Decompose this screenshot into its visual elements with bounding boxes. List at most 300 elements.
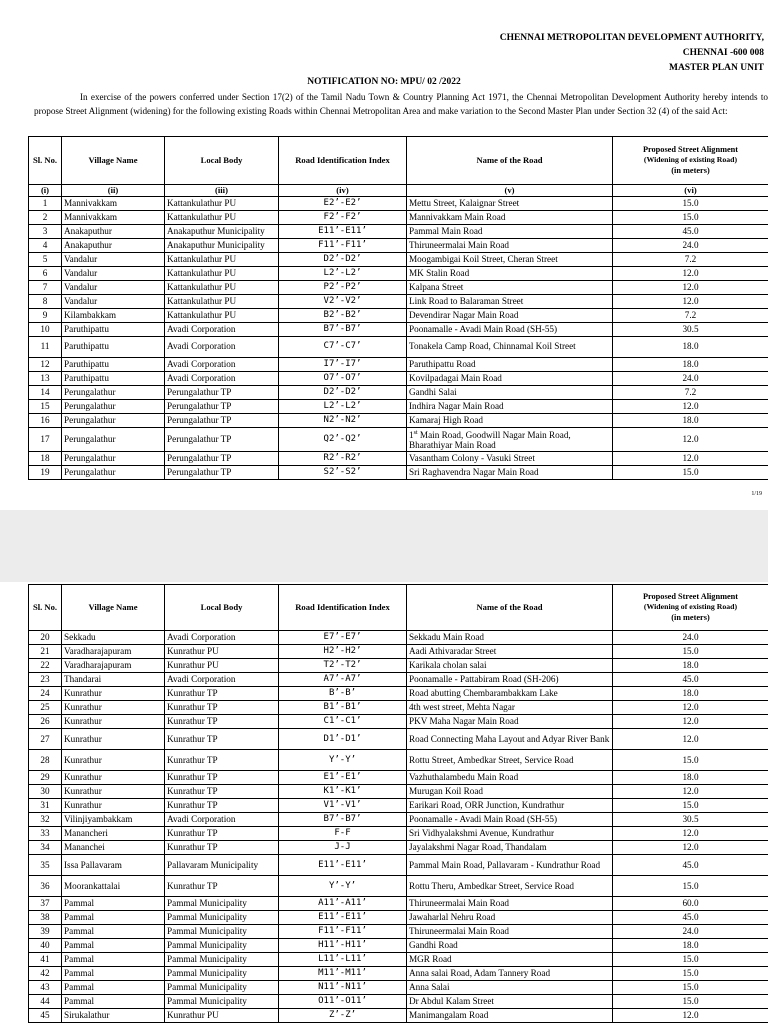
road-id-cell: B7’-B7’ <box>279 813 407 827</box>
col-road-name: Name of the Road <box>407 585 613 631</box>
road-name-cell: Rottu Street, Ambedkar Street, Service Road <box>407 750 613 771</box>
width-cell: 15.0 <box>613 196 768 210</box>
village-cell: Kunrathur <box>62 785 165 799</box>
sl-cell: 13 <box>29 371 62 385</box>
local-body-cell: Kattankulathur PU <box>165 280 279 294</box>
village-cell: Varadharajapuram <box>62 659 165 673</box>
road-name-cell: Thiruneermalai Main Road <box>407 238 613 252</box>
road-sup: st <box>413 429 418 436</box>
table-header-row <box>29 585 768 631</box>
roman-cell: (vi) <box>613 185 768 197</box>
road-id-cell: Q2’-Q2’ <box>279 427 407 451</box>
local-body-cell: Kunrathur TP <box>165 785 279 799</box>
local-body-cell: Perungalathur TP <box>165 451 279 465</box>
table-row <box>29 308 768 322</box>
road-name-cell: Poonamalle - Avadi Main Road (SH-55) <box>407 813 613 827</box>
table-row <box>29 785 768 799</box>
sl-cell: 26 <box>29 715 62 729</box>
road-id-cell: S2’-S2’ <box>279 465 407 479</box>
road-id-cell: F-F <box>279 827 407 841</box>
table-row <box>29 252 768 266</box>
road-id-cell: B’-B’ <box>279 687 407 701</box>
road-id-cell: C7’-C7’ <box>279 336 407 357</box>
width-cell: 30.5 <box>613 813 768 827</box>
col-proposed-width <box>613 137 768 185</box>
table-row <box>29 897 768 911</box>
sl-cell: 17 <box>29 427 62 451</box>
road-name-cell: Karikala cholan salai <box>407 659 613 673</box>
header-city: CHENNAI -600 008 <box>682 48 764 58</box>
local-body-cell: Kunrathur TP <box>165 715 279 729</box>
road-name-cell: Earikari Road, ORR Junction, Kundrathur <box>407 799 613 813</box>
road-id-cell: H2’-H2’ <box>279 645 407 659</box>
sl-cell: 23 <box>29 673 62 687</box>
local-body-cell: Kattankulathur PU <box>165 294 279 308</box>
width-cell: 12.0 <box>613 399 768 413</box>
road-id-cell: T2’-T2’ <box>279 659 407 673</box>
col-width-line1: Proposed Street Alignment <box>642 591 739 601</box>
village-cell: Pammal <box>62 939 165 953</box>
col-village-name: Village Name <box>62 137 165 185</box>
village-cell: Pammal <box>62 953 165 967</box>
village-cell: Paruthipattu <box>62 322 165 336</box>
table-row <box>29 827 768 841</box>
road-name-cell <box>407 427 613 451</box>
road-id-cell: B1’-B1’ <box>279 701 407 715</box>
table-row <box>29 855 768 876</box>
road-id-cell: A11’-A11’ <box>279 897 407 911</box>
width-cell: 12.0 <box>613 294 768 308</box>
width-cell: 12.0 <box>613 451 768 465</box>
width-cell: 45.0 <box>613 911 768 925</box>
width-cell: 24.0 <box>613 238 768 252</box>
table-row <box>29 210 768 224</box>
village-cell: Kilambakkam <box>62 308 165 322</box>
village-cell: Pammal <box>62 995 165 1009</box>
village-cell: Kunrathur <box>62 729 165 750</box>
header-unit: MASTER PLAN UNIT <box>668 63 764 73</box>
road-id-cell: D2’-D2’ <box>279 385 407 399</box>
width-cell: 18.0 <box>613 687 768 701</box>
road-id-cell: F11’-F11’ <box>279 925 407 939</box>
table-row <box>29 336 768 357</box>
sl-cell: 32 <box>29 813 62 827</box>
local-body-cell: Kunrathur PU <box>165 659 279 673</box>
road-id-cell: A7’-A7’ <box>279 673 407 687</box>
road-id-cell: B7’-B7’ <box>279 322 407 336</box>
width-cell: 15.0 <box>613 799 768 813</box>
width-cell: 18.0 <box>613 771 768 785</box>
sl-cell: 21 <box>29 645 62 659</box>
village-cell: Vandalur <box>62 266 165 280</box>
sl-cell: 11 <box>29 336 62 357</box>
road-name-cell: MGR Road <box>407 953 613 967</box>
sl-cell: 10 <box>29 322 62 336</box>
village-cell: Perungalathur <box>62 465 165 479</box>
local-body-cell: Kunrathur TP <box>165 687 279 701</box>
sl-cell: 22 <box>29 659 62 673</box>
page-gap <box>0 510 768 582</box>
local-body-cell: Avadi Corporation <box>165 673 279 687</box>
document-page-1 <box>0 0 768 510</box>
table-row <box>29 451 768 465</box>
local-body-cell: Kunrathur TP <box>165 841 279 855</box>
table-row <box>29 631 768 645</box>
sl-cell: 4 <box>29 238 62 252</box>
local-body-cell: Pammal Municipality <box>165 897 279 911</box>
col-width-line2: (Widening of existing Road) <box>643 155 738 165</box>
table-row <box>29 939 768 953</box>
village-cell: Perungalathur <box>62 385 165 399</box>
local-body-cell: Perungalathur TP <box>165 427 279 451</box>
village-cell: Mannivakkam <box>62 210 165 224</box>
table-row <box>29 427 768 451</box>
road-name-cell: Vazhuthalambedu Main Road <box>407 771 613 785</box>
village-cell: Kunrathur <box>62 750 165 771</box>
sl-cell: 27 <box>29 729 62 750</box>
table-header-row <box>29 137 768 185</box>
col-road-id-index: Road Identification Index <box>279 585 407 631</box>
table-row <box>29 715 768 729</box>
width-cell: 12.0 <box>613 280 768 294</box>
sl-cell: 8 <box>29 294 62 308</box>
width-cell: 45.0 <box>613 224 768 238</box>
width-cell: 15.0 <box>613 953 768 967</box>
sl-cell: 40 <box>29 939 62 953</box>
sl-cell: 42 <box>29 967 62 981</box>
local-body-cell: Pammal Municipality <box>165 995 279 1009</box>
width-cell: 15.0 <box>613 465 768 479</box>
local-body-cell: Kattankulathur PU <box>165 308 279 322</box>
roman-numeral-row <box>29 185 768 197</box>
road-id-cell: E1’-E1’ <box>279 771 407 785</box>
road-id-cell: B2’-B2’ <box>279 308 407 322</box>
road-name-cell: Road abutting Chembarambakkam Lake <box>407 687 613 701</box>
road-id-cell: E7’-E7’ <box>279 631 407 645</box>
road-name-cell: Mettu Street, Kalaignar Street <box>407 196 613 210</box>
village-cell: Mananchei <box>62 841 165 855</box>
table-row <box>29 967 768 981</box>
road-id-cell: J-J <box>279 841 407 855</box>
local-body-cell: Anakaputhur Municipality <box>165 224 279 238</box>
road-id-cell: Y’-Y’ <box>279 876 407 897</box>
sl-cell: 6 <box>29 266 62 280</box>
village-cell: Pammal <box>62 897 165 911</box>
width-cell: 12.0 <box>613 701 768 715</box>
sl-cell: 1 <box>29 196 62 210</box>
table-row <box>29 687 768 701</box>
width-cell: 12.0 <box>613 427 768 451</box>
table-row <box>29 813 768 827</box>
sl-cell: 43 <box>29 981 62 995</box>
col-proposed-width <box>613 585 768 631</box>
road-id-cell: E11’-E11’ <box>279 855 407 876</box>
sl-cell: 33 <box>29 827 62 841</box>
village-cell: Vilinjiyambakkam <box>62 813 165 827</box>
village-cell: Perungalathur <box>62 413 165 427</box>
roman-cell: (ii) <box>62 185 165 197</box>
local-body-cell: Avadi Corporation <box>165 322 279 336</box>
road-name-cell: Dr Abdul Kalam Street <box>407 995 613 1009</box>
road-id-cell: R2’-R2’ <box>279 451 407 465</box>
village-cell: Kunrathur <box>62 701 165 715</box>
road-name-cell: Thiruneermalai Main Road <box>407 925 613 939</box>
local-body-cell: Perungalathur TP <box>165 399 279 413</box>
road-name-cell: Kovilpadagai Main Road <box>407 371 613 385</box>
col-sl-no: Sl. No. <box>29 585 62 631</box>
village-cell: Perungalathur <box>62 399 165 413</box>
road-table-page-2 <box>28 584 768 1023</box>
intro-paragraph: In exercise of the powers conferred under Section 17(2) of the Tamil Nadu Town & Country Planning Act 1971, the Chennai Metropolitan Development Authority hereby intends to propose Street Alignment (widening) for the following existing Roads within Chennai Metropolitan Area and make variation to the Second Master Plan under Section 32 (4) of the said Act: <box>34 92 768 116</box>
village-cell: Moorankattalai <box>62 876 165 897</box>
table-row <box>29 322 768 336</box>
col-road-id-index: Road Identification Index <box>279 137 407 185</box>
local-body-cell: Kunrathur TP <box>165 827 279 841</box>
local-body-cell: Kattankulathur PU <box>165 266 279 280</box>
sl-cell: 45 <box>29 1009 62 1023</box>
width-cell: 7.2 <box>613 308 768 322</box>
village-cell: Kunrathur <box>62 771 165 785</box>
width-cell: 15.0 <box>613 967 768 981</box>
sl-cell: 7 <box>29 280 62 294</box>
table-row <box>29 196 768 210</box>
local-body-cell: Kunrathur PU <box>165 645 279 659</box>
col-width-line3: (in meters) <box>671 165 710 175</box>
road-name-cell: Thiruneermalai Main Road <box>407 897 613 911</box>
local-body-cell: Kattankulathur PU <box>165 252 279 266</box>
road-name-cell: Poonamalle - Pattabiram Road (SH-206) <box>407 673 613 687</box>
road-name-cell: Manimangalam Road <box>407 1009 613 1023</box>
local-body-cell: Kunrathur TP <box>165 701 279 715</box>
table-row <box>29 280 768 294</box>
table-row <box>29 399 768 413</box>
sl-cell: 41 <box>29 953 62 967</box>
sl-cell: 37 <box>29 897 62 911</box>
table-row <box>29 981 768 995</box>
road-name-cell: Rottu Theru, Ambedkar Street, Service Road <box>407 876 613 897</box>
road-id-cell: F2’-F2’ <box>279 210 407 224</box>
village-cell: Pammal <box>62 981 165 995</box>
header-org: CHENNAI METROPOLITAN DEVELOPMENT AUTHORITY, <box>499 33 764 43</box>
sl-cell: 20 <box>29 631 62 645</box>
local-body-cell: Pammal Municipality <box>165 953 279 967</box>
table-row <box>29 876 768 897</box>
road-id-cell: N2’-N2’ <box>279 413 407 427</box>
sl-cell: 14 <box>29 385 62 399</box>
table-row <box>29 659 768 673</box>
road-name-cell: PKV Maha Nagar Main Road <box>407 715 613 729</box>
village-cell: Issa Pallavaram <box>62 855 165 876</box>
document-page-2 <box>0 582 768 1024</box>
road-name-cell: Tonakela Camp Road, Chinnamal Koil Street <box>407 336 613 357</box>
road-id-cell: O11’-O11’ <box>279 995 407 1009</box>
road-name-cell: Aadi Athivaradar Street <box>407 645 613 659</box>
road-name-cell: Mannivakkam Main Road <box>407 210 613 224</box>
road-id-cell: O7’-O7’ <box>279 371 407 385</box>
local-body-cell: Pammal Municipality <box>165 939 279 953</box>
local-body-cell: Perungalathur TP <box>165 385 279 399</box>
village-cell: Kunrathur <box>62 715 165 729</box>
road-id-cell: L11’-L11’ <box>279 953 407 967</box>
road-name-cell: Devendirar Nagar Main Road <box>407 308 613 322</box>
width-cell: 18.0 <box>613 659 768 673</box>
roman-cell: (iii) <box>165 185 279 197</box>
table-row <box>29 729 768 750</box>
village-cell: Pammal <box>62 925 165 939</box>
road-name-cell: Moogambigai Koil Street, Cheran Street <box>407 252 613 266</box>
village-cell: Varadharajapuram <box>62 645 165 659</box>
sl-cell: 15 <box>29 399 62 413</box>
local-body-cell: Avadi Corporation <box>165 813 279 827</box>
col-width-line2: (Widening of existing Road) <box>643 602 738 612</box>
village-cell: Sirukalathur <box>62 1009 165 1023</box>
local-body-cell: Anakaputhur Municipality <box>165 238 279 252</box>
header-block <box>500 31 764 76</box>
local-body-cell: Perungalathur TP <box>165 413 279 427</box>
village-cell: Paruthipattu <box>62 371 165 385</box>
table-row <box>29 357 768 371</box>
village-cell: Pammal <box>62 911 165 925</box>
page-number: 1/19 <box>751 491 762 497</box>
road-name-cell: Kalpana Street <box>407 280 613 294</box>
road-id-cell: Y’-Y’ <box>279 750 407 771</box>
sl-cell: 34 <box>29 841 62 855</box>
village-cell: Kunrathur <box>62 799 165 813</box>
road-name-cell: Vasantham Colony - Vasuki Street <box>407 451 613 465</box>
sl-cell: 18 <box>29 451 62 465</box>
local-body-cell: Pammal Municipality <box>165 981 279 995</box>
width-cell: 12.0 <box>613 827 768 841</box>
width-cell: 7.2 <box>613 385 768 399</box>
road-name-cell: Gandhi Salai <box>407 385 613 399</box>
road-id-cell: E11’-E11’ <box>279 224 407 238</box>
road-name-cell: Anna Salai <box>407 981 613 995</box>
width-cell: 12.0 <box>613 729 768 750</box>
road-id-cell: V2’-V2’ <box>279 294 407 308</box>
local-body-cell: Kunrathur TP <box>165 799 279 813</box>
local-body-cell: Avadi Corporation <box>165 357 279 371</box>
village-cell: Vandalur <box>62 252 165 266</box>
road-name-cell: Sekkadu Main Road <box>407 631 613 645</box>
sl-cell: 31 <box>29 799 62 813</box>
table-row <box>29 953 768 967</box>
road-id-cell: C1’-C1’ <box>279 715 407 729</box>
road-text: Main Road, Goodwill Nagar Main Road, Bharathiyar Main Road <box>409 429 571 451</box>
table-row <box>29 911 768 925</box>
road-name-cell: Sri Raghavendra Nagar Main Road <box>407 465 613 479</box>
road-name-cell: Poonamalle - Avadi Main Road (SH-55) <box>407 322 613 336</box>
width-cell: 24.0 <box>613 371 768 385</box>
road-name-cell: Indhira Nagar Main Road <box>407 399 613 413</box>
village-cell: Paruthipattu <box>62 336 165 357</box>
road-table-page-1 <box>28 136 768 480</box>
local-body-cell: Kunrathur TP <box>165 771 279 785</box>
local-body-cell: Avadi Corporation <box>165 631 279 645</box>
width-cell: 15.0 <box>613 750 768 771</box>
width-cell: 7.2 <box>613 252 768 266</box>
local-body-cell: Kunrathur PU <box>165 1009 279 1023</box>
road-id-cell: F11’-F11’ <box>279 238 407 252</box>
road-id-cell: D2’-D2’ <box>279 252 407 266</box>
table-row <box>29 645 768 659</box>
width-cell: 12.0 <box>613 266 768 280</box>
table-row <box>29 750 768 771</box>
width-cell: 15.0 <box>613 995 768 1009</box>
village-cell: Kunrathur <box>62 687 165 701</box>
table-row <box>29 799 768 813</box>
road-name-cell: Kamaraj High Road <box>407 413 613 427</box>
local-body-cell: Avadi Corporation <box>165 371 279 385</box>
village-cell: Vandalur <box>62 294 165 308</box>
village-cell: Thandarai <box>62 673 165 687</box>
roman-cell: (iv) <box>279 185 407 197</box>
table-row <box>29 771 768 785</box>
local-body-cell: Perungalathur TP <box>165 465 279 479</box>
local-body-cell: Kunrathur TP <box>165 876 279 897</box>
sl-cell: 29 <box>29 771 62 785</box>
local-body-cell: Kattankulathur PU <box>165 210 279 224</box>
road-id-cell: K1’-K1’ <box>279 785 407 799</box>
road-id-cell: I7’-I7’ <box>279 357 407 371</box>
road-prefix: 1 <box>409 429 414 440</box>
village-cell: Manancheri <box>62 827 165 841</box>
sl-cell: 35 <box>29 855 62 876</box>
table-row <box>29 371 768 385</box>
village-cell: Perungalathur <box>62 427 165 451</box>
village-cell: Vandalur <box>62 280 165 294</box>
sl-cell: 16 <box>29 413 62 427</box>
road-name-cell: Paruthipattu Road <box>407 357 613 371</box>
village-cell: Perungalathur <box>62 451 165 465</box>
width-cell: 12.0 <box>613 1009 768 1023</box>
road-name-cell: Jawaharlal Nehru Road <box>407 911 613 925</box>
sl-cell: 19 <box>29 465 62 479</box>
width-cell: 15.0 <box>613 210 768 224</box>
table-row <box>29 224 768 238</box>
sl-cell: 24 <box>29 687 62 701</box>
road-name-cell: Gandhi Road <box>407 939 613 953</box>
sl-cell: 12 <box>29 357 62 371</box>
road-name-cell: MK Stalin Road <box>407 266 613 280</box>
road-name-cell: Anna salai Road, Adam Tannery Road <box>407 967 613 981</box>
road-name-cell: Jayalakshmi Nagar Road, Thandalam <box>407 841 613 855</box>
col-sl-no: Sl. No. <box>29 137 62 185</box>
local-body-cell: Pallavaram Municipality <box>165 855 279 876</box>
width-cell: 15.0 <box>613 876 768 897</box>
road-id-cell: D1’-D1’ <box>279 729 407 750</box>
table-row <box>29 673 768 687</box>
sl-cell: 3 <box>29 224 62 238</box>
table-row <box>29 413 768 427</box>
col-local-body: Local Body <box>165 137 279 185</box>
road-id-cell: N11’-N11’ <box>279 981 407 995</box>
width-cell: 18.0 <box>613 413 768 427</box>
village-cell: Anakaputhur <box>62 224 165 238</box>
local-body-cell: Pammal Municipality <box>165 911 279 925</box>
width-cell: 24.0 <box>613 631 768 645</box>
sl-cell: 36 <box>29 876 62 897</box>
width-cell: 12.0 <box>613 785 768 799</box>
col-village-name: Village Name <box>62 585 165 631</box>
roman-cell: (v) <box>407 185 613 197</box>
sl-cell: 2 <box>29 210 62 224</box>
village-cell: Anakaputhur <box>62 238 165 252</box>
table-row <box>29 294 768 308</box>
local-body-cell: Pammal Municipality <box>165 925 279 939</box>
sl-cell: 38 <box>29 911 62 925</box>
col-road-name: Name of the Road <box>407 137 613 185</box>
width-cell: 45.0 <box>613 673 768 687</box>
